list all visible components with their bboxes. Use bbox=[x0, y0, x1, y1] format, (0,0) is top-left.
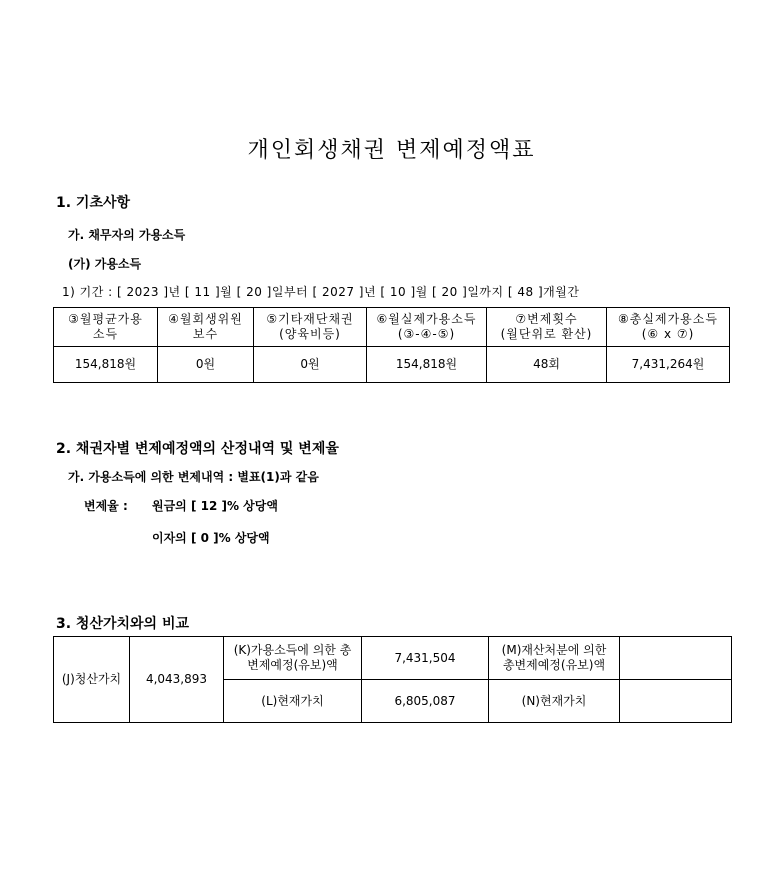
present-value-l: 6,805,087 bbox=[362, 680, 489, 723]
asset-disposal-repayment-value bbox=[620, 637, 732, 680]
comparison-row-1 bbox=[54, 637, 732, 680]
header-total-actual-income: ⑧총실제가용소득 (⑥ x ⑦) bbox=[607, 308, 730, 347]
total-repayment-income-value: 7,431,504 bbox=[362, 637, 489, 680]
value-trustee-fee: 0원 bbox=[158, 347, 254, 383]
period-line: 1) 기간 : [ 2023 ]년 [ 11 ]월 [ 20 ]일부터 [ 2027 ]년 [ 10 ]월 [ 20 ]일까지 [ 48 ]개월간 bbox=[62, 285, 580, 299]
asset-disposal-repayment-label: (M)재산처분에 의한 총변제예정(유보)액 bbox=[489, 637, 620, 680]
value-monthly-actual-income: 154,818원 bbox=[367, 347, 487, 383]
income-table-header-row bbox=[54, 308, 730, 347]
present-value-n-label: (N)현재가치 bbox=[489, 680, 620, 723]
liquidation-value: 4,043,893 bbox=[130, 637, 224, 723]
value-payment-count: 48회 bbox=[487, 347, 607, 383]
section1-sub-a: 가. 채무자의 가용소득 bbox=[68, 228, 186, 242]
liquidation-value-label: (J)청산가치 bbox=[54, 637, 130, 723]
value-monthly-avg-income: 154,818원 bbox=[54, 347, 158, 383]
value-other-claims: 0원 bbox=[254, 347, 367, 383]
section1-sub-ga: (가) 가용소득 bbox=[68, 257, 142, 271]
header-monthly-avg-income: ③월평균가용 소득 bbox=[54, 308, 158, 347]
header-other-claims: ⑤기타재단채권 (양육비등) bbox=[254, 308, 367, 347]
total-repayment-income-label: (K)가용소득에 의한 총 변제예정(유보)액 bbox=[224, 637, 362, 680]
value-total-actual-income: 7,431,264원 bbox=[607, 347, 730, 383]
header-monthly-actual-income: ⑥월실제가용소득 (③-④-⑤) bbox=[367, 308, 487, 347]
header-trustee-fee: ④월회생위원 보수 bbox=[158, 308, 254, 347]
header-payment-count: ⑦변제횟수 (월단위로 환산) bbox=[487, 308, 607, 347]
section2-sub-a: 가. 가용소득에 의한 변제내역 : 별표(1)과 같음 bbox=[68, 470, 319, 484]
present-value-l-label: (L)현재가치 bbox=[224, 680, 362, 723]
section1-heading: 1. 기초사항 bbox=[56, 195, 131, 211]
principal-rate: 원금의 [ 12 ]% 상당액 bbox=[152, 499, 278, 513]
section3-heading: 3. 청산가치와의 비교 bbox=[56, 616, 189, 632]
liquidation-comparison-table bbox=[53, 636, 732, 723]
present-value-n bbox=[620, 680, 732, 723]
document-title: 개인회생채권 변제예정액표 bbox=[247, 138, 536, 163]
section2-heading: 2. 채권자별 변제예정액의 산정내역 및 변제율 bbox=[56, 441, 339, 457]
income-table bbox=[53, 307, 730, 383]
interest-rate: 이자의 [ 0 ]% 상당액 bbox=[152, 531, 270, 545]
repayment-rate-label: 변제율 : bbox=[84, 499, 128, 513]
income-table-value-row bbox=[54, 347, 730, 383]
